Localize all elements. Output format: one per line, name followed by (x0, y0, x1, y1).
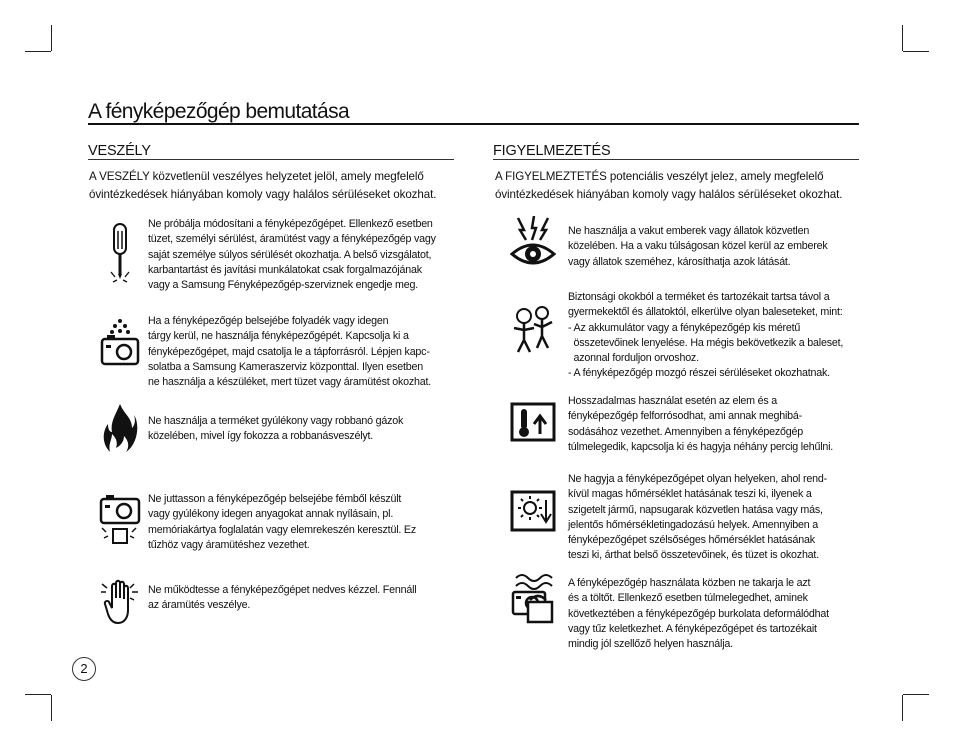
item-text-line: mindig jól szellőző helyen használja. (568, 638, 733, 651)
danger-intro (89, 168, 436, 204)
sun-heat-icon (510, 490, 556, 532)
danger-item (148, 492, 416, 553)
item-text-line: teszi ki, árthat belső összetevőinek, és tüzet is okozhat. (568, 549, 819, 562)
item-text-line: közelében, mivel így fokozza a robbanásveszélyt. (148, 430, 374, 443)
item-text-line: memóriakártya foglalatán vagy elemrekeszén keresztül. Ez (148, 523, 416, 536)
page-title: A fényképezőgép bemutatása (88, 100, 350, 123)
item-text-line: összetevőinek lenyelése. Ha mégis bekövetkezik a baleset, (568, 336, 844, 349)
danger-item (148, 414, 403, 445)
fire-icon (102, 402, 138, 456)
crop-mark (903, 694, 929, 695)
liquid-camera-icon (98, 318, 142, 368)
item-text-line: jelentős hőmérsékletingadozású helyek. Amennyiben a (568, 518, 819, 531)
item-text-line: Ne használja a terméket gyúlékony vagy robbanó gázok (148, 415, 404, 427)
item-text-line: Ne hagyja a fényképezőgépet olyan helyeken, ahol rend- (568, 473, 827, 485)
item-text-line: tüzet, személyi sérülést, áramütést vagy a fényképezőgép vagy (148, 233, 436, 246)
item-text-line: tárgy kerül, ne használja fényképezőgépét. Kapcsolja ki a (148, 330, 409, 343)
warning-item (568, 576, 829, 652)
item-text-line: vagy gyúlékony idegen anyagokat annak nyílásain, pl. (148, 508, 394, 521)
item-text-line: vagy a Samsung Fényképezőgép-szerviznek engedje meg. (148, 279, 419, 292)
item-text-line: az áramütés veszélye. (148, 599, 251, 612)
crop-mark (25, 694, 51, 695)
warning-item (568, 224, 828, 270)
thermometer-icon (510, 402, 556, 442)
item-text-line: vagy tűz keletkezhet. A fényképezőgépet és tartozékait (568, 622, 817, 635)
crop-mark (25, 51, 51, 52)
item-text-line: saját személye súlyos sérülését okozhatja. A belső vizsgálatot, (148, 248, 432, 261)
item-text-line: tűzhöz vagy áramütéshez vezethet. (148, 538, 310, 551)
warning-intro-line: A FIGYELMEZTETÉS potenciális veszélyt jelez, amely megfelelő (495, 170, 824, 183)
danger-intro-line: óvintézkedések hiányában komoly vagy halálos sérüléseket okozhat. (89, 188, 437, 201)
item-text-line: Biztonsági okokból a terméket és tartozékait tartsa távol a (568, 291, 830, 303)
crop-mark (51, 695, 52, 721)
item-text-line: A fényképezőgép használata közben ne takarja le azt (568, 577, 811, 589)
item-text-line: sodásához vezethet. Amennyiben a fényképezőgép (568, 425, 804, 438)
danger-item (148, 217, 436, 293)
danger-item (148, 583, 416, 614)
warning-item (568, 472, 827, 564)
item-text-line: közelében. Ha a vaku túlságosan közel kerül az emberek (568, 240, 828, 253)
page-number: 2 (72, 657, 96, 681)
item-text-line: Ne juttasson a fényképezőgép belsejébe fémből készült (148, 493, 402, 505)
item-text-line: szigetelt jármű, napsugarak közvetlen hatása vagy más, (568, 503, 823, 516)
warning-item (568, 290, 843, 382)
item-text-line: - Az akkumulátor vagy a fényképezőgép kis méretű (568, 321, 801, 334)
warning-heading: FIGYELMEZETÉS (493, 143, 611, 159)
title-rule (88, 123, 859, 125)
item-text-line: ne használja a készüléket, mert tüzet vagy áramütést okozhat. (148, 376, 432, 389)
warning-intro-line: óvintézkedések hiányában komoly vagy halálos sérüléseket okozhat. (495, 188, 843, 201)
item-text-line: Hosszadalmas használat esetén az elem és a (568, 395, 778, 407)
danger-intro-line: A VESZÉLY közvetlenül veszélyes helyzetet jelöl, amely megfelelő (89, 170, 424, 183)
item-text-line: fényképezőgépet, majd csatolja le a tápforrásról. Lépjen kapc- (148, 345, 430, 358)
warning-intro (495, 168, 842, 204)
item-text-line: fényképezőgép felforrósodhat, ami annak meghibá- (568, 410, 802, 423)
item-text-line: Ne használja a vakut emberek vagy állatok közvetlen (568, 225, 810, 237)
item-text-line: gyermekektől és állatoktól, elkerülve olyan baleseteket, mint: (568, 306, 843, 319)
danger-item (148, 314, 431, 390)
warning-item (568, 394, 833, 455)
crop-mark (902, 695, 903, 721)
warning-heading-rule (493, 159, 859, 160)
danger-heading: VESZÉLY (88, 143, 151, 159)
item-text-line: kívül magas hőmérséklet hatásának teszi ki, ilyenek a (568, 488, 812, 501)
danger-heading-rule (88, 159, 454, 160)
item-text-line: - A fényképezőgép mozgó részei sérüléseket okozhatnak. (568, 367, 830, 380)
item-text-line: Ne működtesse a fényképezőgépet nedves kézzel. Fennáll (148, 584, 417, 596)
camera-slot-icon (98, 494, 142, 548)
item-text-line: azonnal forduljon orvoshoz. (568, 352, 699, 365)
item-text-line: Ha a fényképezőgép belsejébe folyadék vagy idegen (148, 315, 389, 327)
screwdriver-icon (108, 222, 132, 286)
item-text-line: vagy állatok szeméhez, károsíthatja azok látását. (568, 255, 791, 268)
item-text-line: következtében a fényképezőgép burkolata deformálódhat (568, 607, 829, 620)
crop-mark (51, 25, 52, 51)
flash-eye-icon (510, 216, 556, 268)
covered-camera-icon (510, 570, 556, 626)
crop-mark (902, 25, 903, 51)
item-text-line: Ne próbálja módosítani a fényképezőgépet. Ellenkező esetben (148, 218, 433, 230)
children-icon (510, 306, 556, 356)
item-text-line: és a töltőt. Ellenkező esetben túlmelegedhet, aminek (568, 592, 808, 605)
crop-mark (903, 51, 929, 52)
wet-hand-icon (100, 578, 140, 626)
item-text-line: túlmelegedik, kapcsolja ki és hagyja néhány percig lehűlni. (568, 440, 834, 453)
item-text-line: karbantartást és javítási munkálatokat csak forgalmazójának (148, 263, 422, 276)
item-text-line: fényképezőgépet szélsőséges hőmérséklet hatásának (568, 534, 815, 547)
item-text-line: solatba a Samsung Kameraszerviz központtal. Ilyen esetben (148, 360, 423, 373)
